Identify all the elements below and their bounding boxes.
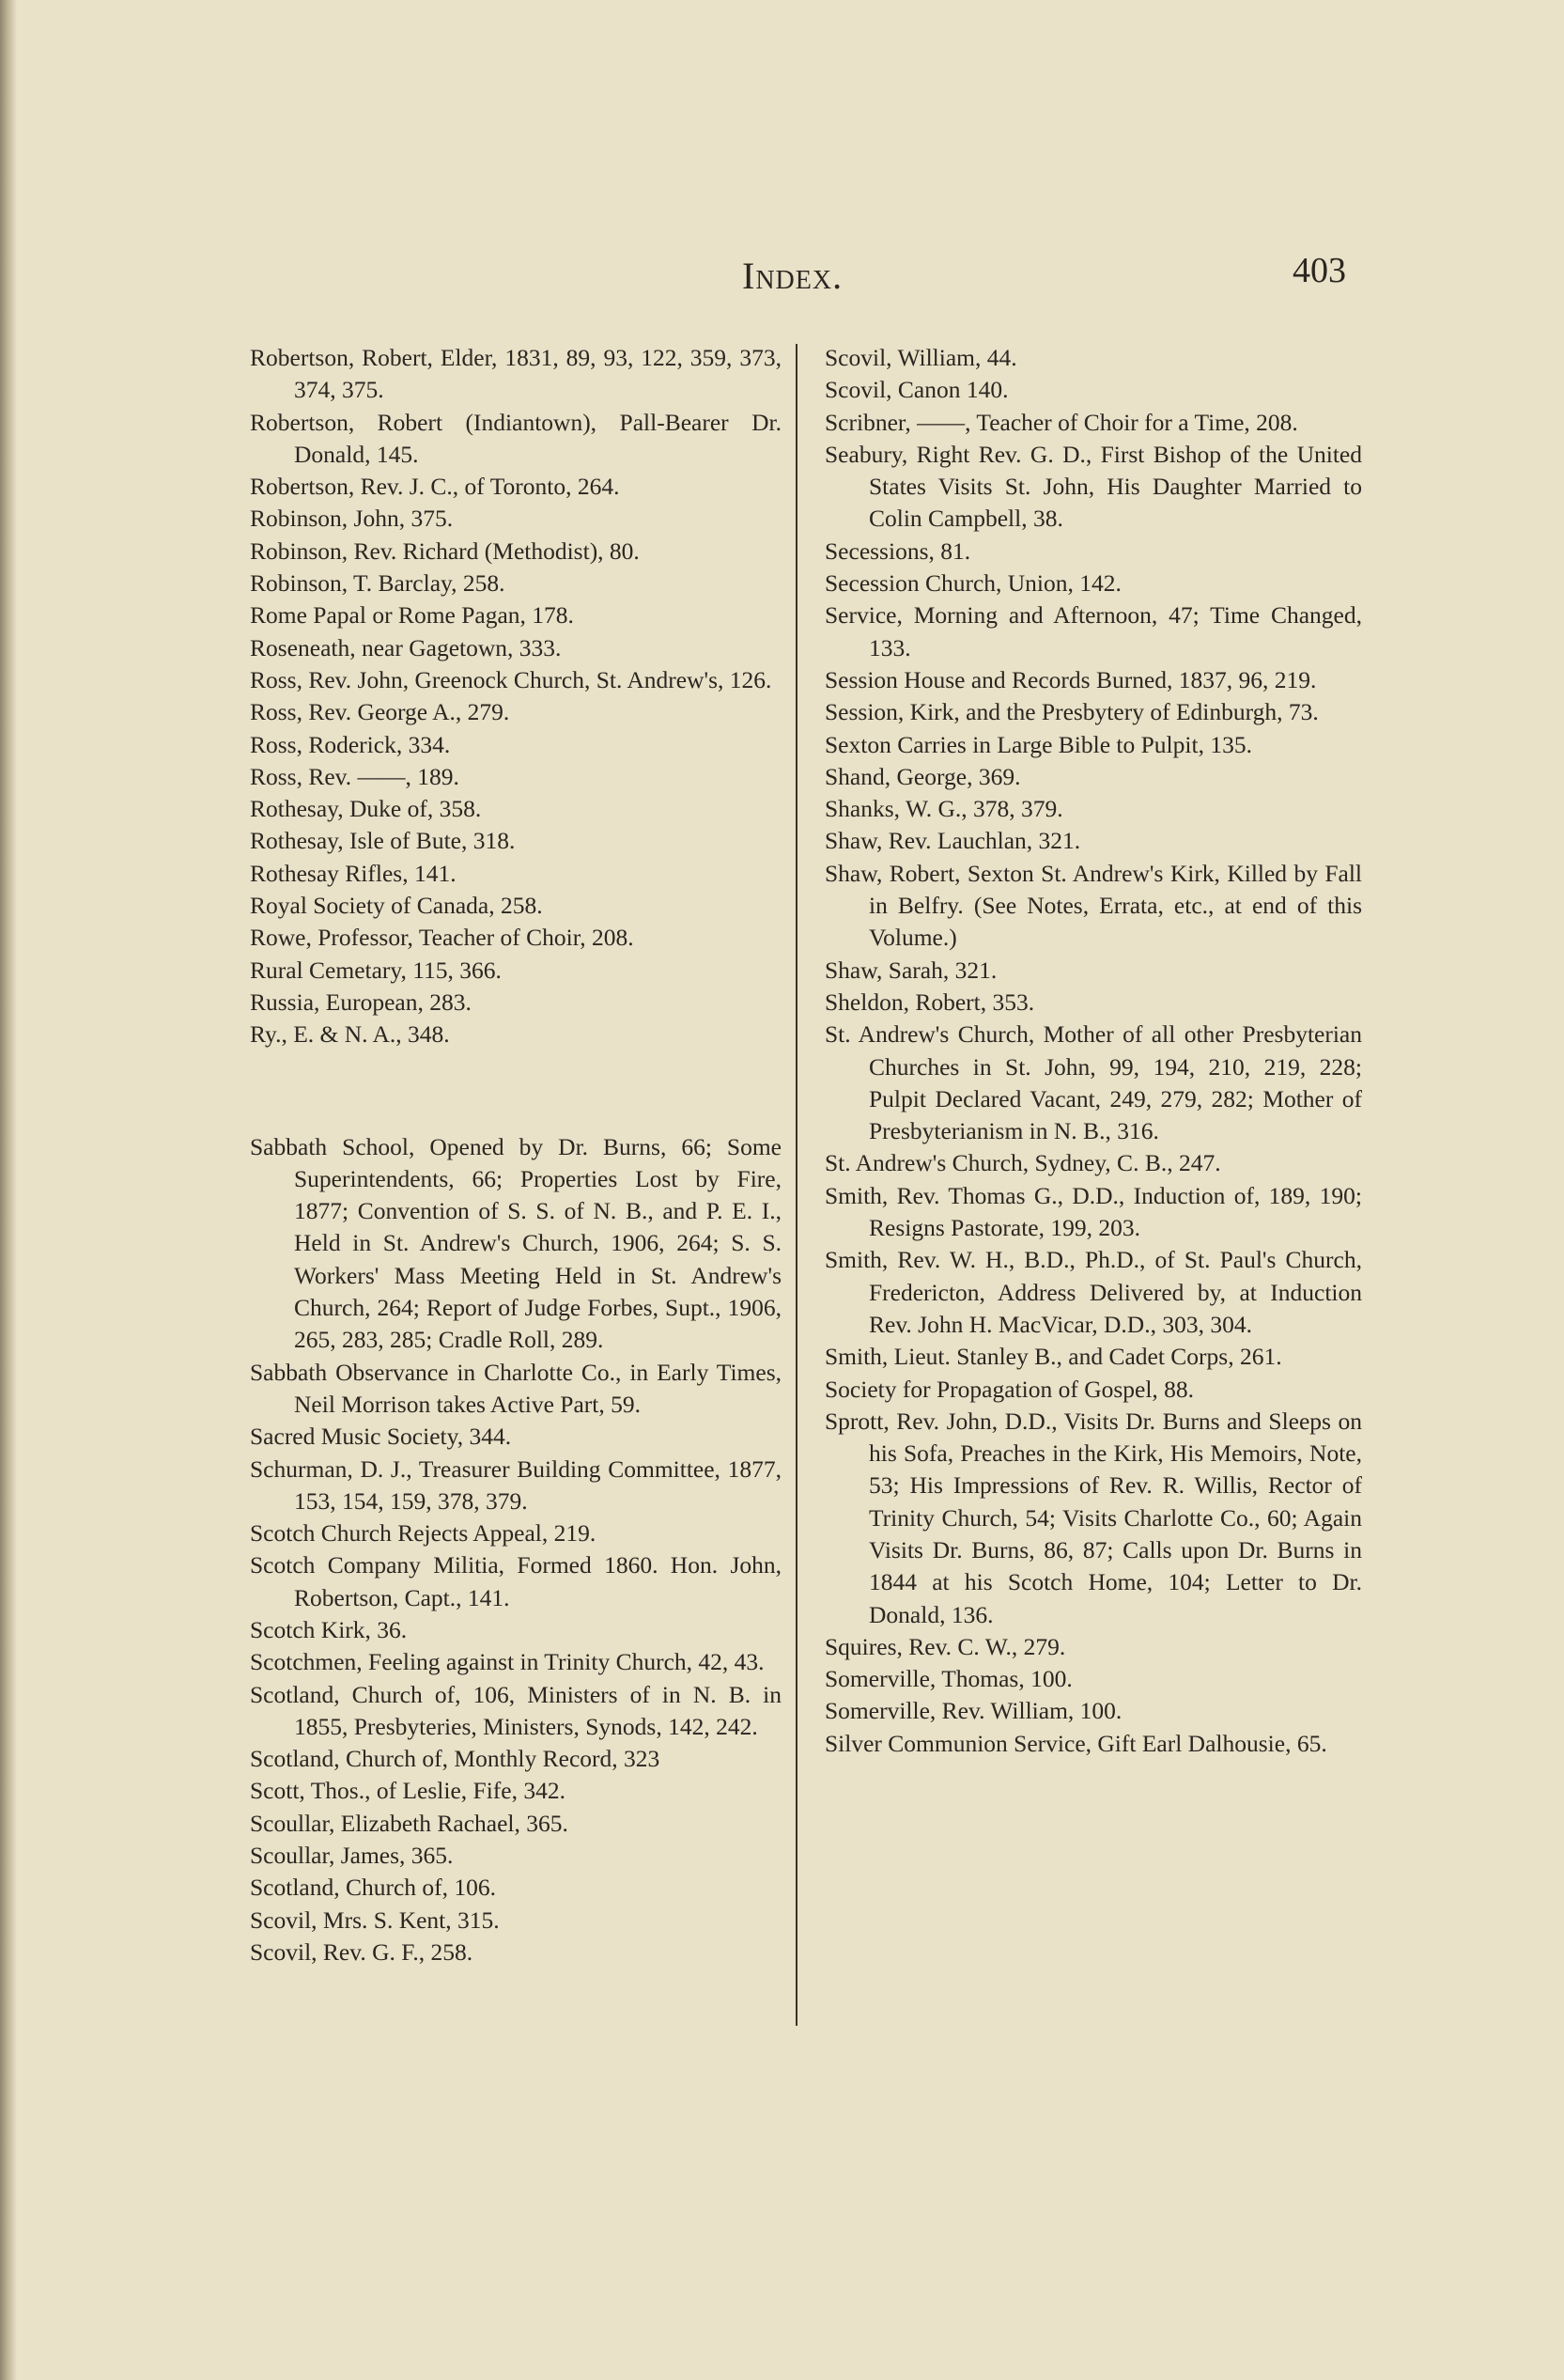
index-entry: Silver Communion Service, Gift Earl Dalhousie, 65.	[825, 1729, 1327, 1757]
index-entry: Service, Morning and Afternoon, 47; Time Changed, 133.	[825, 601, 1362, 661]
index-entry: Ross, Rev. John, Greenock Church, St. Andrew's, 126.	[250, 665, 772, 693]
index-entry: Sabbath School, Opened by Dr. Burns, 66; Some Superintendents, 66; Properties Lost by Fire, 1877; Convention of S. S. of N. B., and P. E. I., Held in St. Andrew's Church, 1906, 264; S. S. Workers' Mass Meeting Held in St. Andrew's Church, 264; Report of Judge Forbes, Supt., 1906, 265, 283, 285; Cradle Roll, 289.	[250, 1132, 782, 1354]
index-entry: Shanks, W. G., 378, 379.	[825, 795, 1063, 823]
index-entry: Session, Kirk, and the Presbytery of Edinburgh, 73.	[825, 698, 1319, 726]
index-column-right	[825, 342, 1362, 1760]
index-entry: Sheldon, Robert, 353.	[825, 988, 1035, 1016]
index-entry: Ross, Rev. George A., 279.	[250, 698, 510, 726]
index-entry: Somerville, Thomas, 100.	[825, 1665, 1073, 1693]
index-entry: Somerville, Rev. William, 100.	[825, 1697, 1123, 1725]
index-entry: Shaw, Rev. Lauchlan, 321.	[825, 827, 1081, 855]
index-entry: Roseneath, near Gagetown, 333.	[250, 633, 562, 661]
index-entry: Scovil, William, 44.	[825, 344, 1017, 371]
index-entry: Scovil, Canon 140.	[825, 376, 1009, 404]
index-entry: Squires, Rev. C. W., 279.	[825, 1632, 1066, 1660]
index-entry: Rural Cemetary, 115, 366.	[250, 956, 502, 984]
index-entry: Rowe, Professor, Teacher of Choir, 208.	[250, 924, 634, 952]
index-entry: Robertson, Robert (Indiantown), Pall-Bearer Dr. Donald, 145.	[250, 408, 782, 468]
index-entry: Scotch Church Rejects Appeal, 219.	[250, 1519, 596, 1548]
index-entry: Smith, Lieut. Stanley B., and Cadet Corps, 261.	[825, 1343, 1282, 1371]
index-entry: St. Andrew's Church, Mother of all other Presbyterian Churches in St. John, 99, 194, 210, 219, 228; Pulpit Declared Vacant, 249, 279, 282; Mother of Presbyterianism in N. B., 316.	[825, 1020, 1362, 1145]
index-entry: Smith, Rev. Thomas G., D.D., Induction of, 189, 190; Resigns Pastorate, 199, 203.	[825, 1181, 1362, 1242]
index-entry: Secessions, 81.	[825, 537, 971, 565]
index-entry: Robertson, Robert, Elder, 1831, 89, 93, 122, 359, 373, 374, 375.	[250, 344, 782, 404]
page-header	[0, 251, 1564, 310]
index-entry: Scotland, Church of, 106, Ministers of in N. B. in 1855, Presbyteries, Ministers, Synods, 142, 242.	[250, 1680, 782, 1740]
index-entry: Ry., E. & N. A., 348.	[250, 1020, 450, 1049]
index-entry: Rothesay Rifles, 141.	[250, 859, 457, 887]
index-entry: Schurman, D. J., Treasurer Building Committee, 1877, 153, 154, 159, 378, 379.	[250, 1454, 782, 1515]
index-entry: Scotch Kirk, 36.	[250, 1615, 408, 1643]
index-entry: Shaw, Robert, Sexton St. Andrew's Kirk, Killed by Fall in Belfry. (See Notes, Errata, etc., at end of this Volume.)	[825, 859, 1362, 952]
index-entry: Rothesay, Duke of, 358.	[250, 795, 482, 823]
index-entry: Smith, Rev. W. H., B.D., Ph.D., of St. Paul's Church, Fredericton, Address Delivered by, at Induction Rev. John H. MacVicar, D.D., 303, 304.	[825, 1246, 1362, 1338]
index-entry: St. Andrew's Church, Sydney, C. B., 247.	[825, 1149, 1221, 1177]
index-entry: Russia, European, 283.	[250, 988, 472, 1016]
index-entry: Scott, Thos., of Leslie, Fife, 342.	[250, 1777, 565, 1805]
index-entry: Scotland, Church of, 106.	[250, 1874, 497, 1902]
index-entry: Sabbath Observance in Charlotte Co., in Early Times, Neil Morrison takes Active Part, 59.	[250, 1358, 782, 1418]
index-entry: Scotch Company Militia, Formed 1860. Hon. John, Robertson, Capt., 141.	[250, 1551, 782, 1611]
index-entry: Scoullar, James, 365.	[250, 1842, 454, 1870]
index-entry: Shaw, Sarah, 321.	[825, 956, 998, 984]
section-gap	[250, 1075, 782, 1107]
index-column-left	[250, 342, 782, 1968]
index-entry: Shand, George, 369.	[825, 762, 1021, 790]
index-entry: Sacred Music Society, 344.	[250, 1423, 512, 1451]
index-entry: Seabury, Right Rev. G. D., First Bishop of the United States Visits St. John, His Daughter Married to Colin Campbell, 38.	[825, 440, 1362, 533]
index-entry: Robertson, Rev. J. C., of Toronto, 264.	[250, 473, 620, 501]
index-entry: Scotchmen, Feeling against in Trinity Church, 42, 43.	[250, 1648, 765, 1676]
index-entry: Sexton Carries in Large Bible to Pulpit, 135.	[825, 730, 1252, 758]
index-entry: Royal Society of Canada, 258.	[250, 892, 543, 920]
index-entry: Scovil, Rev. G. F., 258.	[250, 1937, 473, 1966]
index-entry: Session House and Records Burned, 1837, 96, 219.	[825, 665, 1317, 693]
index-entry: Sprott, Rev. John, D.D., Visits Dr. Burns and Sleeps on his Sofa, Preaches in the Kirk, His Memoirs, Note, 53; His Impressions of Rev. R. Willis, Rector of Trinity Church, 54; Visits Charlotte Co., 60; Again Visits Dr. Burns, 86, 87; Calls upon Dr. Burns in 1844 at his Scotch Home, 104; Letter to Dr. Donald, 136.	[825, 1407, 1362, 1628]
index-entry: Scoullar, Elizabeth Rachael, 365.	[250, 1809, 568, 1837]
index-entry: Rothesay, Isle of Bute, 318.	[250, 827, 516, 855]
index-entry: Society for Propagation of Gospel, 88.	[825, 1375, 1195, 1403]
page-number: 403	[1293, 251, 1346, 290]
column-divider	[796, 344, 797, 2026]
index-entry: Secession Church, Union, 142.	[825, 569, 1122, 598]
index-entry: Ross, Rev. ——, 189.	[250, 762, 459, 790]
index-entry: Ross, Roderick, 334.	[250, 730, 451, 758]
page-edge	[0, 0, 17, 2380]
index-entry: Robinson, John, 375.	[250, 505, 454, 533]
index-entry: Robinson, T. Barclay, 258.	[250, 569, 505, 598]
index-entry: Scribner, ——, Teacher of Choir for a Time, 208.	[825, 408, 1298, 436]
index-entry: Robinson, Rev. Richard (Methodist), 80.	[250, 537, 640, 565]
index-entry: Rome Papal or Rome Pagan, 178.	[250, 601, 574, 630]
index-entry: Scotland, Church of, Monthly Record, 323	[250, 1745, 660, 1773]
index-entry: Scovil, Mrs. S. Kent, 315.	[250, 1906, 500, 1934]
page-title: Index.	[742, 255, 844, 297]
